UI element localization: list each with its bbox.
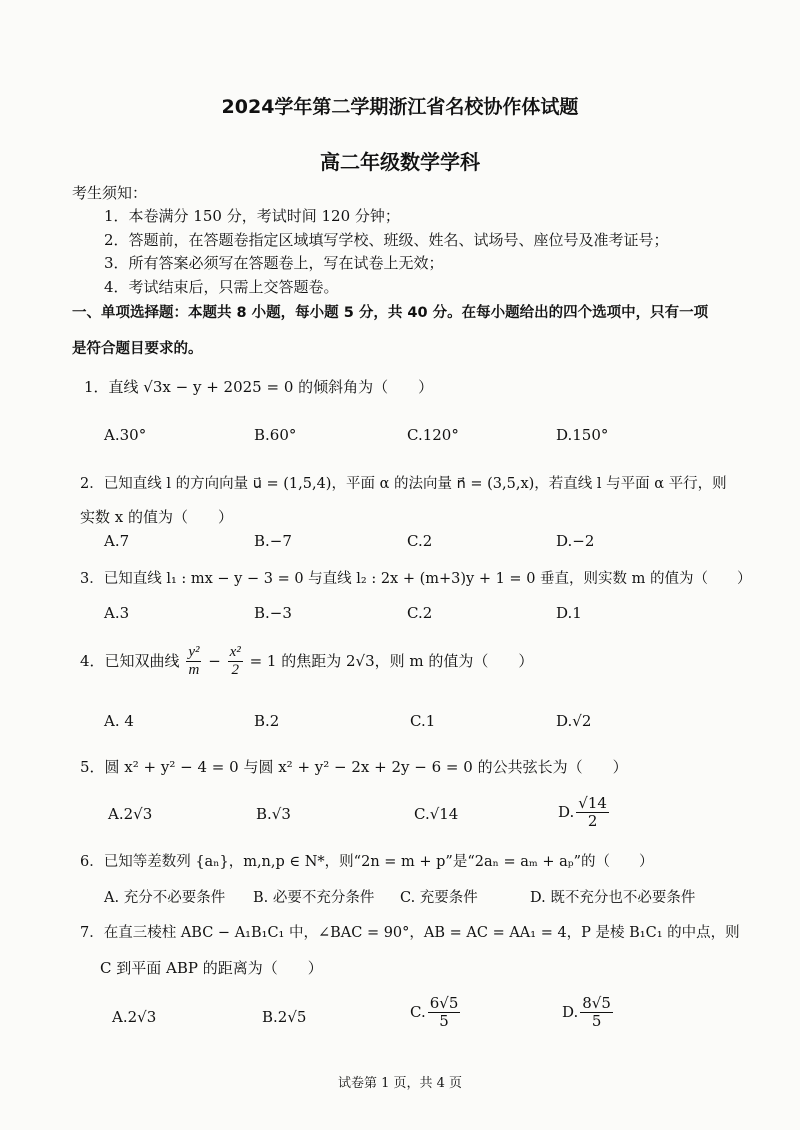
question-1-option-a: A.30° xyxy=(104,426,147,444)
question-7-stem-cont: C 到平面 ABP 的距离为（ ） xyxy=(100,959,323,977)
question-3-option-b: B.−3 xyxy=(254,604,292,622)
question-7-option-a: A.2√3 xyxy=(112,1008,157,1026)
question-5-option-a: A.2√3 xyxy=(108,805,153,823)
fraction-numerator: √14 xyxy=(578,794,607,812)
question-1-option-d: D.150° xyxy=(556,426,609,444)
question-3-stem: 3．已知直线 l₁ : mx − y − 3 = 0 与直线 l₂ : 2x + (m+3)y + 1 = 0 垂直，则实数 m 的值为（ ） xyxy=(80,571,752,587)
question-3-option-a: A.3 xyxy=(104,604,130,622)
question-2-stem-cont: 实数 x 的值为（ ） xyxy=(80,508,233,526)
question-7-option-c-fraction xyxy=(428,995,461,1031)
fraction-numerator: y² xyxy=(186,644,201,662)
question-6-stem: 6．已知等差数列 {aₙ}，m,n,p ∈ N*，则“2n = m + p”是“2aₙ = aₘ + aₚ”的（ ） xyxy=(80,854,654,870)
question-4-option-d: D.√2 xyxy=(556,712,592,730)
notice-item-3: 3．所有答案必须写在答题卷上，写在试卷上无效； xyxy=(104,254,444,272)
question-5-stem: 5．圆 x² + y² − 4 = 0 与圆 x² + y² − 2x + 2y − 6 = 0 的公共弦长为（ ） xyxy=(80,758,628,776)
question-6-option-d: D. 既不充分也不必要条件 xyxy=(530,890,696,906)
question-4-option-a: A. 4 xyxy=(104,712,134,730)
option-label: C. xyxy=(410,1002,426,1021)
question-7-option-b: B.2√5 xyxy=(262,1008,307,1026)
question-7-stem: 7．在直三棱柱 ABC − A₁B₁C₁ 中，∠BAC = 90°，AB = AC = AA₁ = 4，P 是棱 B₁C₁ 的中点，则 xyxy=(80,925,740,941)
question-2-option-a: A.7 xyxy=(104,532,130,550)
question-2-stem: 2．已知直线 l 的方向向量 u⃗ = (1,5,4)，平面 α 的法向量 n⃗ = (3,5,x)，若直线 l 与平面 α 平行，则 xyxy=(80,476,727,492)
question-2-option-c: C.2 xyxy=(407,532,433,550)
question-1-stem: 1．直线 √3x − y + 2025 = 0 的倾斜角为（ ） xyxy=(84,378,434,396)
fraction-denominator: 2 xyxy=(587,812,598,831)
fraction-denominator: m xyxy=(188,662,200,679)
question-4-option-c: C.1 xyxy=(410,712,436,730)
fraction-numerator: 6√5 xyxy=(429,994,459,1012)
question-5-option-d-fraction xyxy=(576,795,609,831)
section-heading: 一、单项选择题：本题共 8 小题，每小题 5 分，共 40 分。在每小题给出的四个选项中，只有一项 xyxy=(72,305,709,321)
fraction-numerator: x² xyxy=(228,644,243,662)
question-4-fraction-1 xyxy=(186,644,201,680)
fraction-denominator: 5 xyxy=(439,1012,449,1031)
option-label: D. xyxy=(562,1002,579,1021)
question-3-option-c: C.2 xyxy=(407,604,433,622)
question-7-option-d xyxy=(562,995,615,1031)
notice-item-1: 1．本卷满分 150 分，考试时间 120 分钟； xyxy=(104,207,400,225)
question-6-option-c: C. 充要条件 xyxy=(400,890,478,906)
question-4-stem-prefix: 4．已知双曲线 xyxy=(80,651,180,670)
fraction-denominator: 5 xyxy=(591,1012,602,1031)
question-1-option-c: C.120° xyxy=(407,426,459,444)
question-6-option-b: B. 必要不充分条件 xyxy=(253,890,375,906)
question-5-option-b: B.√3 xyxy=(256,805,291,823)
question-4-stem xyxy=(80,644,533,680)
question-5-option-c: C.√14 xyxy=(414,805,459,823)
question-4-fraction-2 xyxy=(228,644,243,680)
question-2-option-d: D.−2 xyxy=(556,532,595,550)
question-5-option-d xyxy=(558,795,611,831)
question-2-option-b: B.−7 xyxy=(254,532,292,550)
question-6-option-a: A. 充分不必要条件 xyxy=(104,890,226,906)
question-7-option-d-fraction xyxy=(580,995,613,1031)
question-7-option-c xyxy=(410,995,462,1031)
page-footer: 试卷第 1 页，共 4 页 xyxy=(337,1076,463,1091)
question-1-option-b: B.60° xyxy=(254,426,297,444)
notice-item-4: 4．考试结束后，只需上交答题卷。 xyxy=(104,278,339,296)
question-3-option-d: D.1 xyxy=(556,604,582,622)
question-4-minus: − xyxy=(208,651,221,670)
notice-heading: 考生须知： xyxy=(72,184,148,202)
exam-subtitle: 高二年级数学学科 xyxy=(320,150,480,174)
section-heading-cont: 是符合题目要求的。 xyxy=(72,341,203,357)
question-4-stem-suffix: = 1 的焦距为 2√3，则 m 的值为（ ） xyxy=(249,651,534,670)
fraction-denominator: 2 xyxy=(231,662,239,679)
notice-item-2: 2．答题前，在答题卷指定区域填写学校、班级、姓名、试场号、座位号及准考证号； xyxy=(104,231,669,249)
question-4-option-b: B.2 xyxy=(254,712,280,730)
exam-title: 2024学年第二学期浙江省名校协作体试题 xyxy=(221,96,579,118)
option-label: D. xyxy=(558,802,575,821)
fraction-numerator: 8√5 xyxy=(582,994,611,1012)
